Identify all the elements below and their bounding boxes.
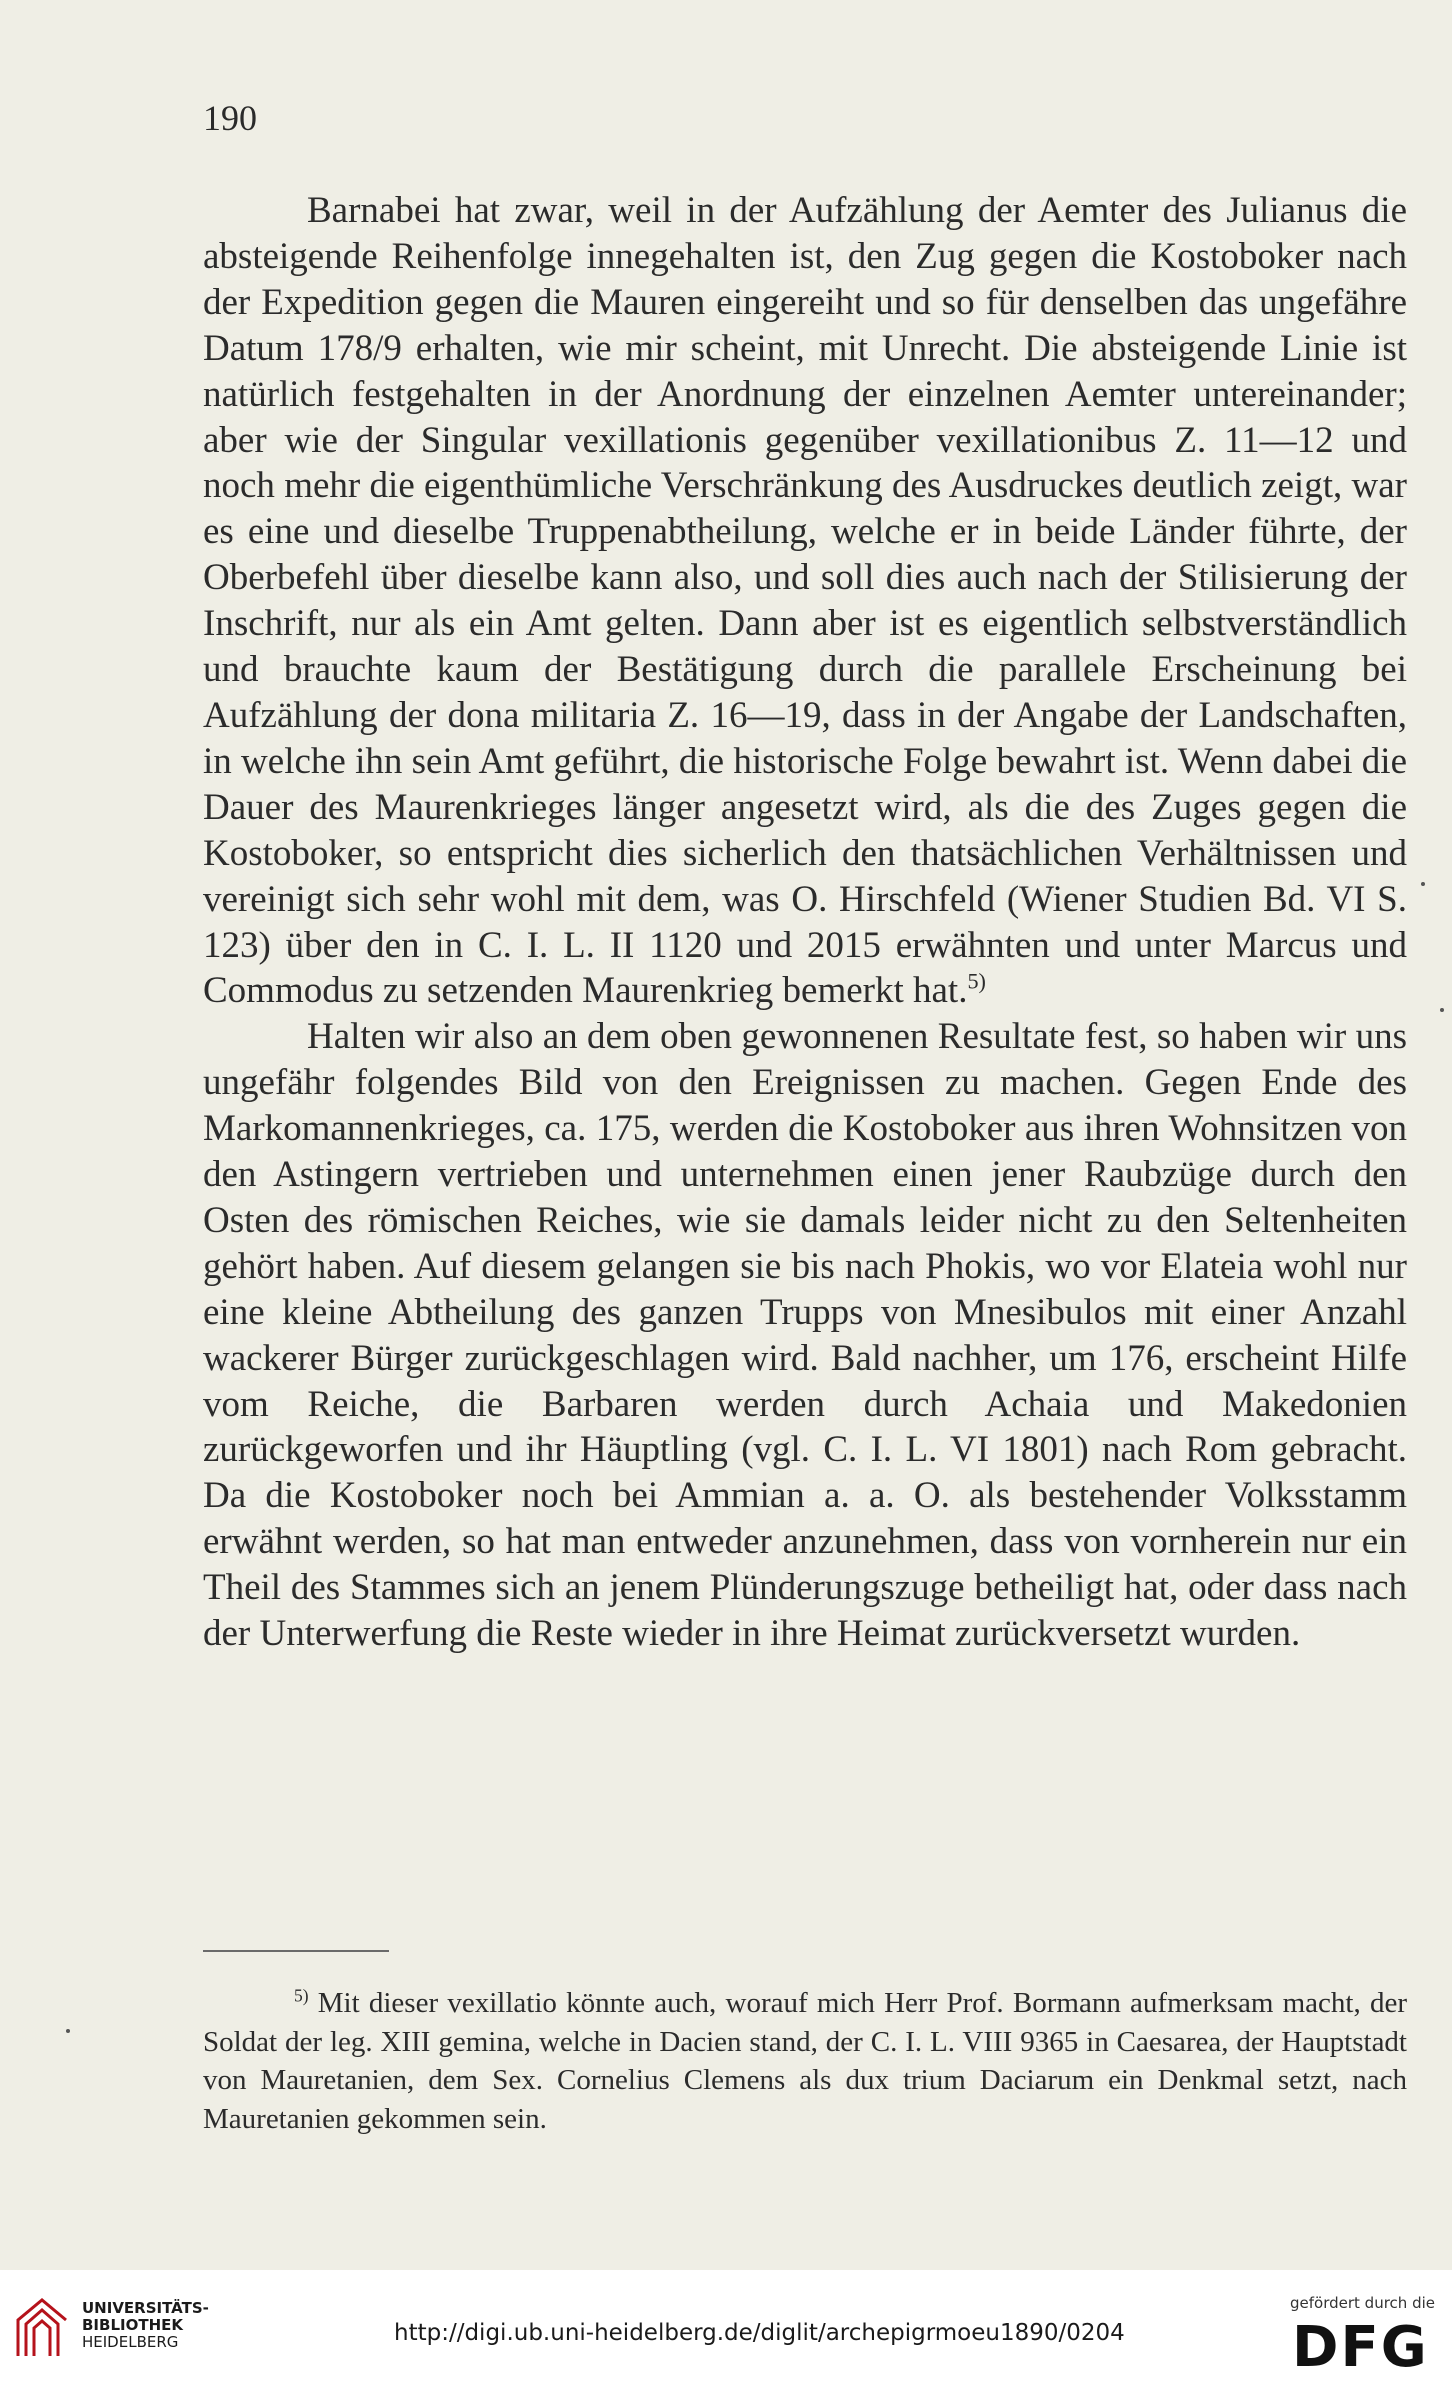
permalink-url[interactable]: http://digi.ub.uni-heidelberg.de/diglit/archepigrmoeu1890/0204 bbox=[394, 2320, 1125, 2346]
footnote-text: Mit dieser vexillatio könnte auch, worauf mich Herr Prof. Bormann aufmerksam macht, der Soldat der leg. XIII gemina, welche in Dacien stand, der C. I. L. VIII 9365 in Caesarea, der Hauptstadt von Mauretanien, dem Sex. Cornelius Clemens als dux trium Daciarum ein Denkmal setzt, nach Mauretanien gekommen sein. bbox=[203, 1987, 1407, 2135]
funding-credit: gefördert durch die bbox=[1290, 2294, 1435, 2312]
margin-speck bbox=[66, 2029, 70, 2033]
footnote-separator bbox=[203, 1950, 389, 1952]
footnote bbox=[203, 1984, 1407, 2138]
paragraph-2: Halten wir also an dem oben gewonnenen Resultate fest, so haben wir uns ungefähr folgendes Bild von den Ereignissen zu machen. Gegen Ende des Markomannenkrieges, ca. 175, werden die Kostoboker aus ihren Wohnsitzen von den Astingern vertrieben und unternehmen einen jener Raubzüge durch den Osten des römischen Reiches, wie sie damals leider nicht zu den Seltenheiten gehört haben. Auf diesem gelangen sie bis nach Phokis, wo vor Elateia wohl nur eine kleine Abtheilung des ganzen Trupps von Mnesibulos mit einer Anzahl wackerer Bürger zurückgeschlagen wird. Bald nachher, um 176, erscheint Hilfe vom Reiche, die Barbaren werden durch Achaia und Makedonien zurückgeworfen und ihr Häuptling (vgl. C. I. L. VI 1801) nach Rom gebracht. Da die Kostoboker noch bei Ammian a. a. O. als bestehender Volksstamm erwähnt werden, so hat man entweder anzunehmen, dass von vornherein nur ein Theil des Stammes sich an jenem Plünderungszuge betheiligt hat, oder dass nach der Unterwerfung die Reste wieder in ihre Heimat zurückversetzt wurden. bbox=[203, 1016, 1407, 1655]
footnote-reference: 5) bbox=[967, 969, 986, 995]
page-number: 190 bbox=[203, 98, 257, 138]
dfg-logo-text: DFG bbox=[1292, 2315, 1429, 2380]
library-name-line-1: UNIVERSITÄTS- bbox=[82, 2299, 209, 2317]
main-text bbox=[203, 188, 1407, 1657]
university-library-name bbox=[82, 2300, 209, 2351]
library-name-line-2: BIBLIOTHEK bbox=[82, 2316, 183, 2334]
library-name-line-3: HEIDELBERG bbox=[82, 2333, 179, 2351]
dfg-logo-icon bbox=[1292, 2315, 1429, 2380]
university-library-logo-icon bbox=[12, 2296, 72, 2360]
paragraph-1 bbox=[203, 188, 1407, 1014]
margin-speck bbox=[1421, 882, 1425, 886]
paragraph-1-text: Barnabei hat zwar, weil in der Aufzählung der Aemter des Julianus die absteigende Reihenfolge innegehalten ist, den Zug gegen die Kostoboker nach der Expedition gegen die Mauren eingereiht und so für denselben das ungefähre Datum 178/9 erhalten, wie mir scheint, mit Unrecht. Die absteigende Linie ist natürlich festgehalten in der Anordnung der einzelnen Aemter untereinander; aber wie der Singular vexillationis gegenüber vexillationibus Z. 11—12 und noch mehr die eigenthümliche Verschränkung des Ausdruckes deutlich zeigt, war es eine und dieselbe Truppenabtheilung, welche er in beide Länder führte, der Oberbefehl über dieselbe kann also, und soll dies auch nach der Stilisierung der Inschrift, nur als ein Amt gelten. Dann aber ist es eigentlich selbstverständlich und brauchte kaum der Bestätigung durch die parallele Erscheinung bei Aufzählung der dona militaria Z. 16—19, dass in der Angabe der Landschaften, in welche ihn sein Amt geführt, die historische Folge bewahrt ist. Wenn dabei die Dauer des Maurenkrieges länger angesetzt wird, als die des Zuges gegen die Kostoboker, so entspricht dies sicherlich den thatsächlichen Verhältnissen und vereinigt sich sehr wohl mit dem, was O. Hirschfeld (Wiener Studien Bd. VI S. 123) über den in C. I. L. II 1120 und 2015 erwähnten und unter Marcus und Commodus zu setzenden Maurenkrieg bemerkt hat. bbox=[203, 190, 1407, 1012]
margin-speck bbox=[1440, 1008, 1444, 1012]
footnote-marker: 5) bbox=[294, 1985, 309, 2006]
